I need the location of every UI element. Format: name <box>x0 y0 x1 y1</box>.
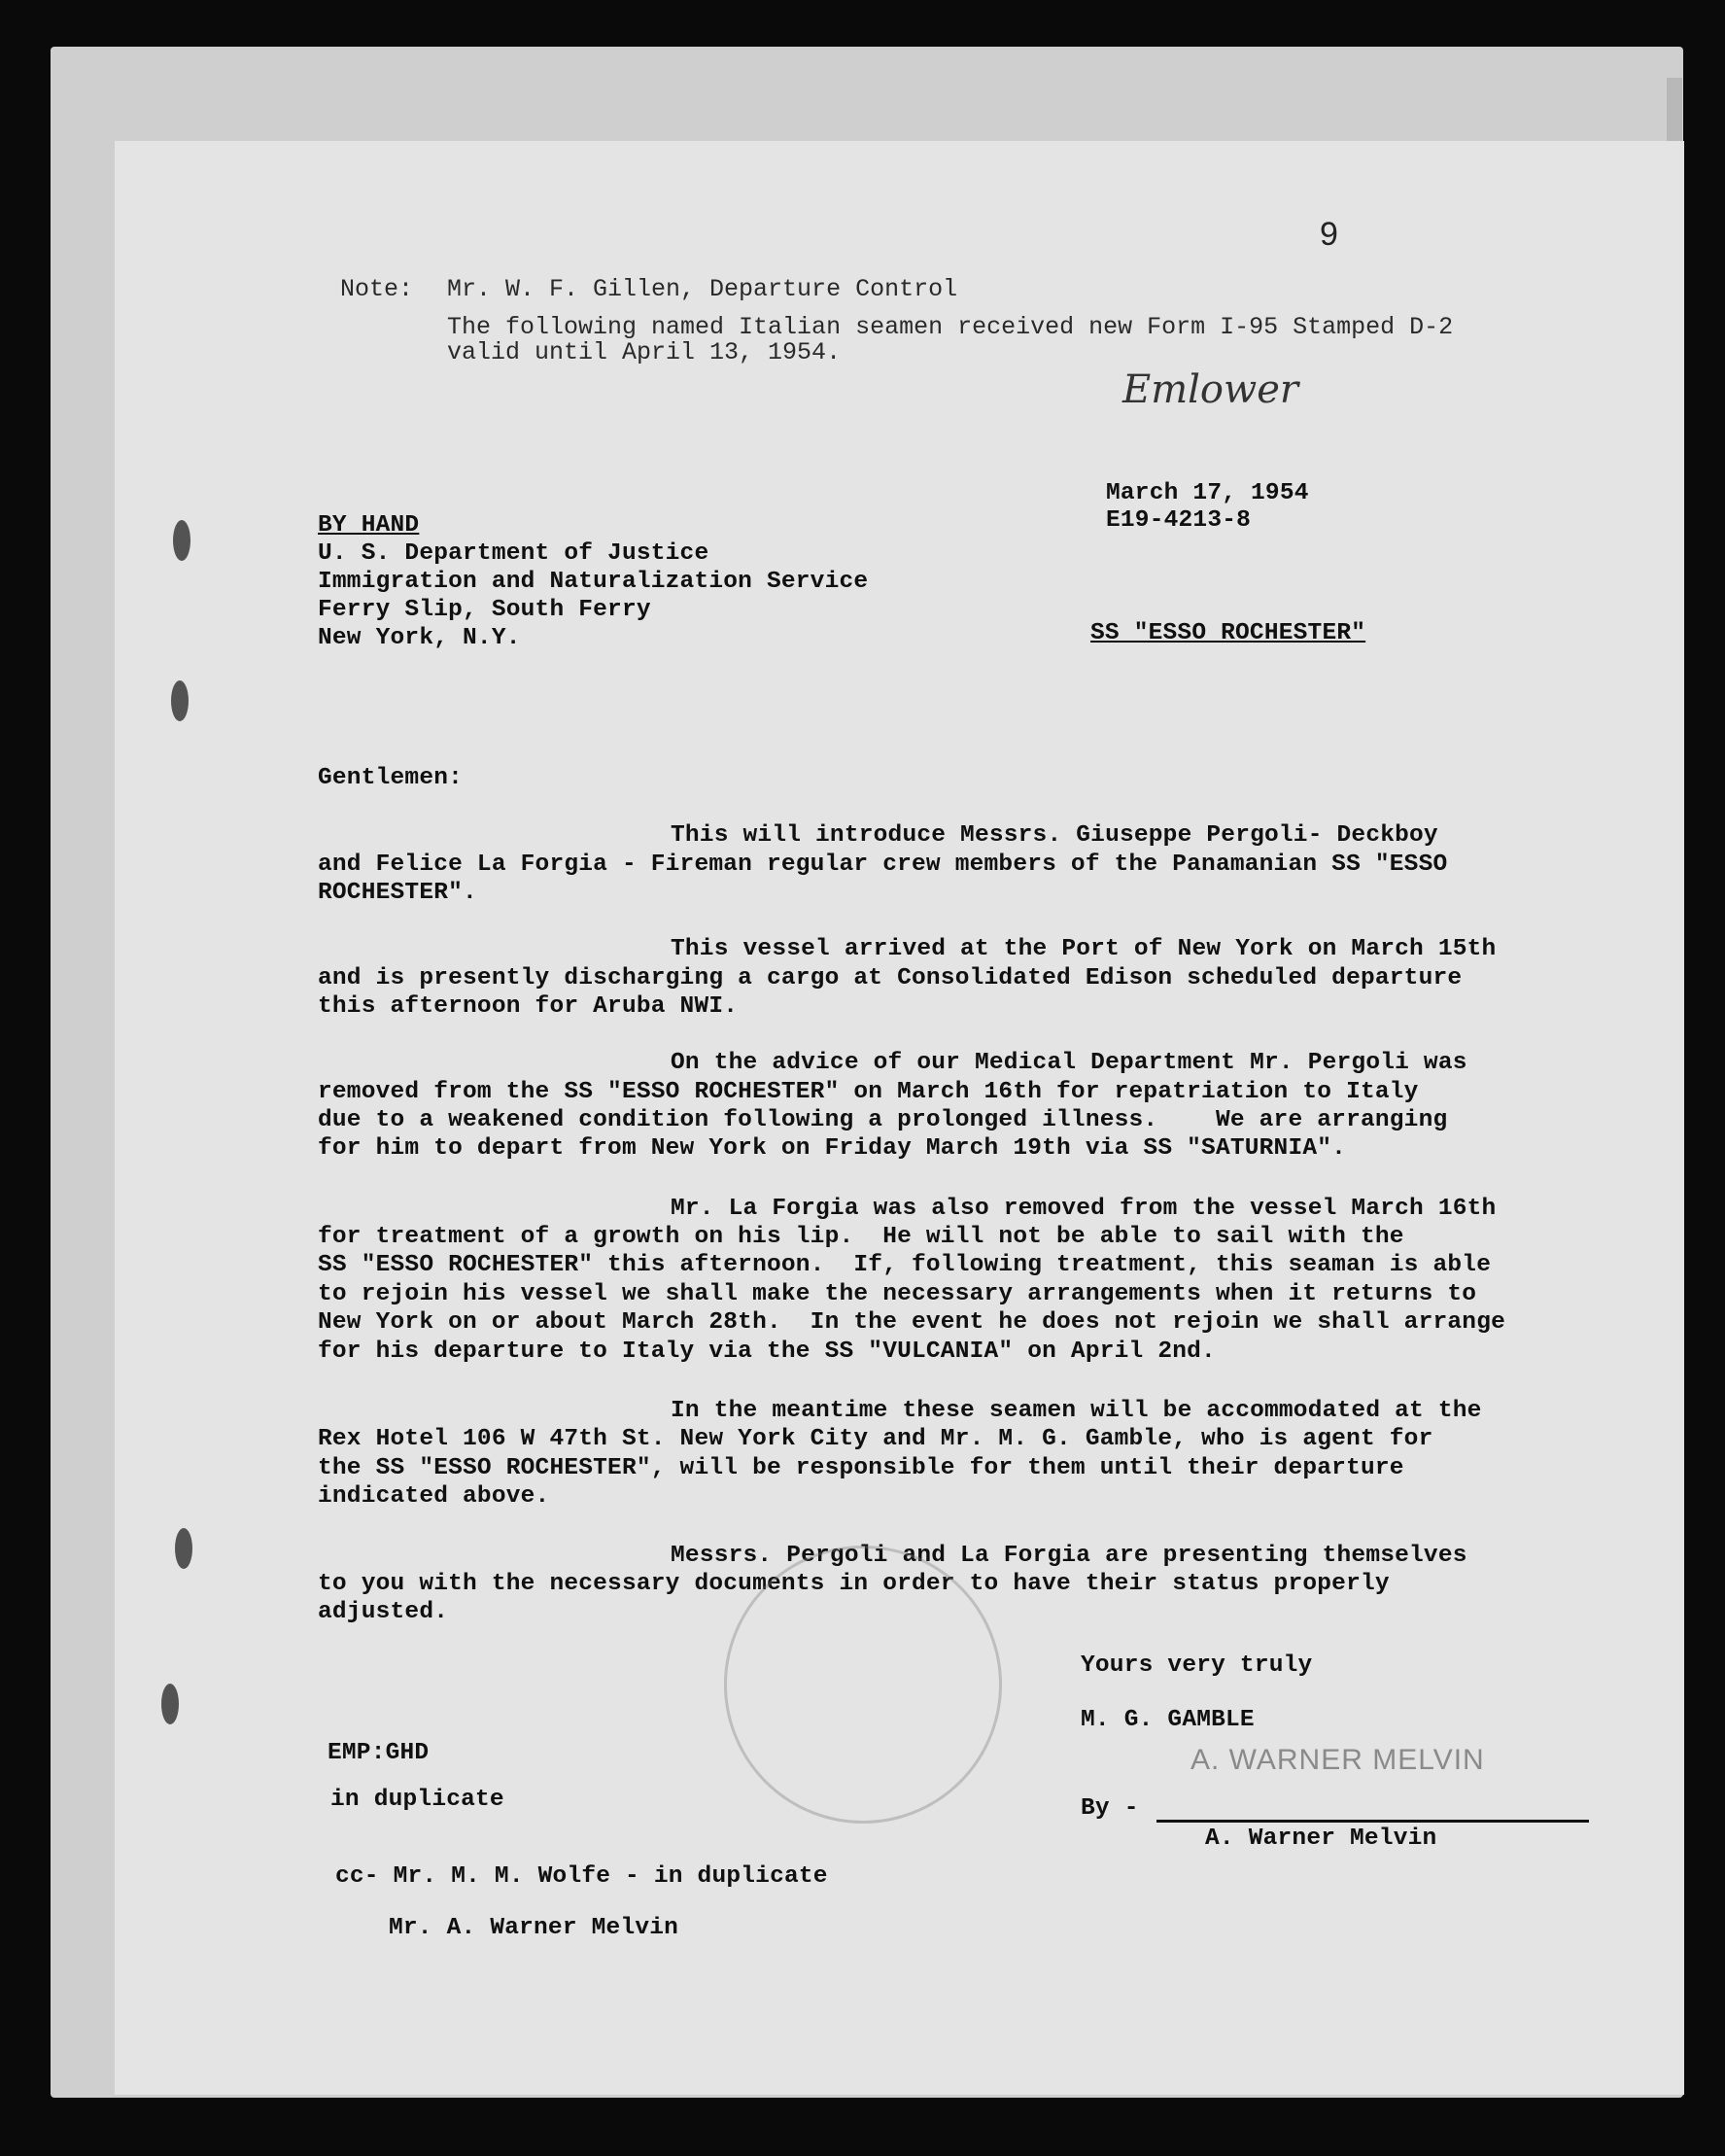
note-label: Note: <box>340 275 414 303</box>
closing-by: By - <box>1081 1795 1139 1822</box>
punch-hole-2 <box>171 680 189 721</box>
note-line-1: Mr. W. F. Gillen, Departure Control <box>447 275 958 303</box>
file-number: E19-4213-8 <box>1106 507 1252 534</box>
addressee-line-4: New York, N.Y. <box>318 625 521 651</box>
in-duplicate: in duplicate <box>330 1787 504 1813</box>
addressee-line-1: U. S. Department of Justice <box>318 540 709 567</box>
para-4-line-6: for his departure to Italy via the SS "VULCANIA" on April 2nd. <box>318 1339 1216 1365</box>
reference-initials: EMP:GHD <box>328 1740 430 1766</box>
para-4-line-1: Mr. La Forgia was also removed from the vessel March 16th <box>671 1196 1497 1222</box>
by-hand: BY HAND <box>318 512 420 539</box>
para-1-line-3: ROCHESTER". <box>318 880 477 906</box>
para-3-line-3: due to a weakened condition following a prolonged illness. We are arranging <box>318 1107 1448 1133</box>
para-3-line-2: removed from the SS "ESSO ROCHESTER" on March 16th for repatriation to Italy <box>318 1079 1419 1105</box>
punch-hole-4 <box>161 1684 179 1724</box>
note-line-3: valid until April 13, 1954. <box>447 338 842 366</box>
vessel-reference: SS "ESSO ROCHESTER" <box>1090 620 1366 646</box>
addressee-line-2: Immigration and Naturalization Service <box>318 569 869 595</box>
letter-date: March 17, 1954 <box>1106 480 1309 506</box>
cc-line-1: cc- Mr. M. M. Wolfe - in duplicate <box>335 1863 828 1890</box>
signature-line <box>1156 1820 1589 1823</box>
para-5-line-3: the SS "ESSO ROCHESTER", will be responsible for them until their departure <box>318 1455 1404 1481</box>
salutation: Gentlemen: <box>318 765 464 791</box>
handwritten-initials: Emlower <box>1122 367 1299 412</box>
para-5-line-4: indicated above. <box>318 1483 550 1510</box>
note-line-2: The following named Italian seamen received new Form I-95 Stamped D-2 <box>447 313 1454 341</box>
punch-hole-1 <box>173 520 190 561</box>
para-5-line-1: In the meantime these seamen will be accommodated at the <box>671 1398 1482 1424</box>
received-stamp-seal <box>724 1546 1002 1824</box>
para-2-line-1: This vessel arrived at the Port of New York on March 15th <box>671 936 1497 962</box>
addressee-line-3: Ferry Slip, South Ferry <box>318 597 651 623</box>
page-number: 9 <box>1320 216 1338 253</box>
cc-line-2: Mr. A. Warner Melvin <box>389 1915 679 1941</box>
para-1-line-1: This will introduce Messrs. Giuseppe Pergoli- Deckboy <box>671 822 1438 849</box>
name-stamp: A. WARNER MELVIN <box>1190 1744 1485 1776</box>
closing-company: M. G. GAMBLE <box>1081 1707 1255 1733</box>
para-4-line-3: SS "ESSO ROCHESTER" this afternoon. If, following treatment, this seaman is able <box>318 1252 1492 1278</box>
para-4-line-2: for treatment of a growth on his lip. He will not be able to sail with the <box>318 1224 1404 1250</box>
para-2-line-3: this afternoon for Aruba NWI. <box>318 993 739 1020</box>
para-6-line-3: adjusted. <box>318 1599 449 1625</box>
para-3-line-1: On the advice of our Medical Department Mr. Pergoli was <box>671 1050 1467 1076</box>
para-4-line-4: to rejoin his vessel we shall make the necessary arrangements when it returns to <box>318 1281 1477 1307</box>
para-2-line-2: and is presently discharging a cargo at Consolidated Edison scheduled departure <box>318 965 1463 991</box>
para-1-line-2: and Felice La Forgia - Fireman regular crew members of the Panamanian SS "ESSO <box>318 852 1448 878</box>
para-3-line-4: for him to depart from New York on Friday March 19th via SS "SATURNIA". <box>318 1135 1347 1162</box>
para-5-line-2: Rex Hotel 106 W 47th St. New York City and Mr. M. G. Gamble, who is agent for <box>318 1426 1433 1452</box>
closing-signer: A. Warner Melvin <box>1205 1826 1437 1852</box>
punch-hole-3 <box>175 1528 192 1569</box>
para-4-line-5: New York on or about March 28th. In the event he does not rejoin we shall arrange <box>318 1309 1505 1336</box>
para-6-line-1: Messrs. Pergoli and La Forgia are presenting themselves <box>671 1543 1467 1569</box>
para-6-line-2: to you with the necessary documents in order to have their status properly <box>318 1571 1390 1597</box>
closing-yours: Yours very truly <box>1081 1652 1313 1679</box>
